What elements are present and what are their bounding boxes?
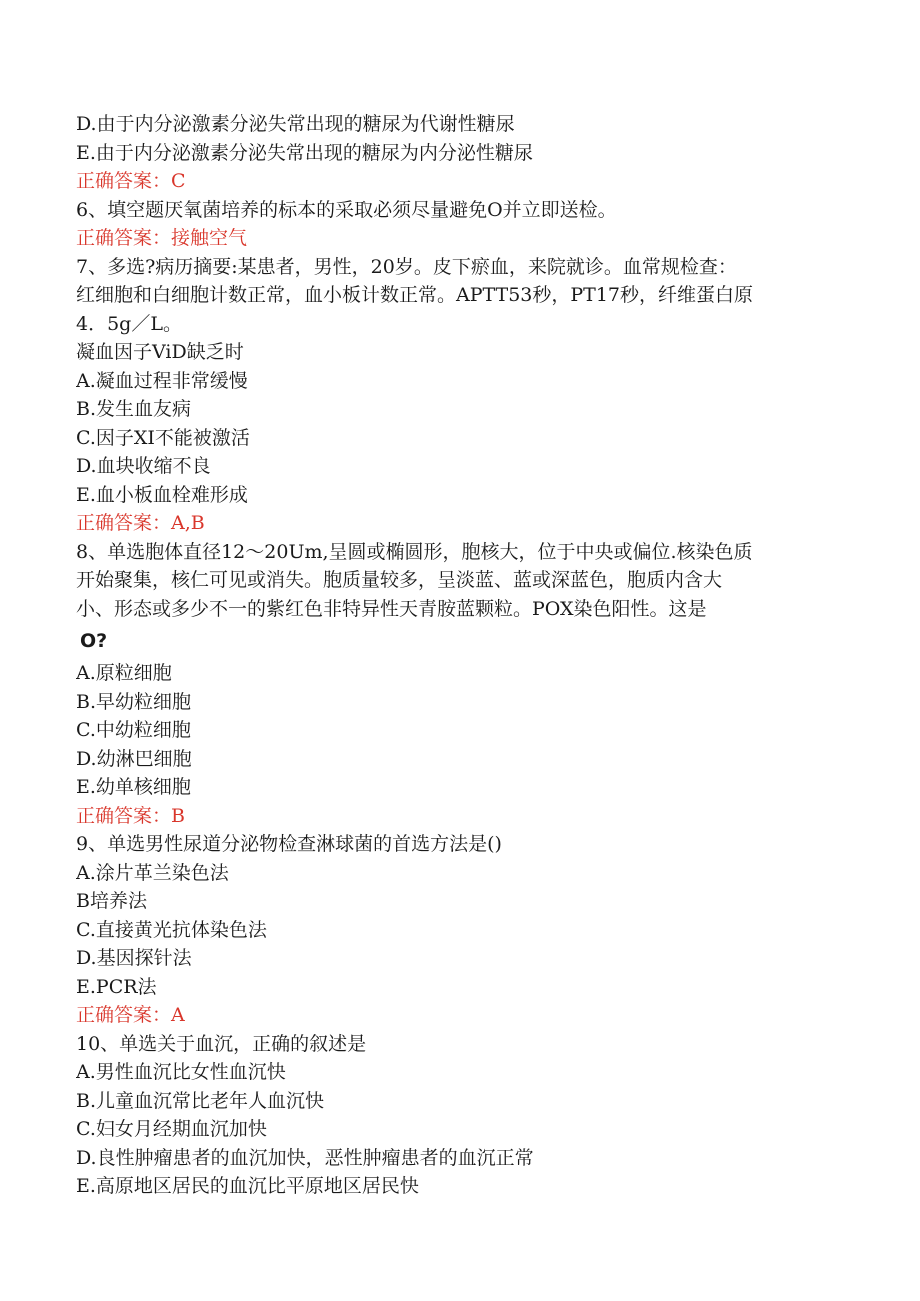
option-line: E.幼单核细胞 xyxy=(76,776,191,798)
document-page xyxy=(76,110,846,1201)
option-line: A.原粒细胞 xyxy=(76,662,172,684)
option-line: B.早幼粒细胞 xyxy=(76,690,192,713)
question-line: 10、单选关于血沉，正确的叙述是 xyxy=(76,1032,367,1055)
option-line: E.PCR法 xyxy=(76,975,157,998)
question-line: 6、填空题厌氧菌培养的标本的采取必须尽量避免O并立即送检。 xyxy=(76,198,617,221)
option-line: B培养法 xyxy=(76,890,147,912)
question-line: 凝血因子ViD缺乏时 xyxy=(76,341,244,363)
option-line: D.血块收缩不良 xyxy=(76,455,211,477)
option-line: C.因子XI不能被激活 xyxy=(76,426,250,449)
option-line: C.妇女月经期血沉加快 xyxy=(76,1118,267,1140)
question-line: 小、形态或多少不一的紫红色非特异性天青胺蓝颗粒。POX染色阳性。这是 xyxy=(76,597,707,620)
question-line: 7、多选?病历摘要:某患者，男性，20岁。皮下瘀血，来院就诊。血常规检查： xyxy=(76,255,737,278)
option-line: A.男性血沉比女性血沉快 xyxy=(76,1061,286,1083)
option-line: E.高原地区居民的血沉比平原地区居民快 xyxy=(76,1175,419,1197)
option-line: B.发生血友病 xyxy=(76,398,192,420)
answer-line: 正确答案：接触空气 xyxy=(76,227,248,249)
option-line: E.血小板血栓难形成 xyxy=(76,483,248,506)
answer-line: 正确答案：C xyxy=(76,170,186,192)
option-line: A.凝血过程非常缓慢 xyxy=(76,369,248,392)
option-line: E.由于内分泌激素分泌失常出现的糖尿为内分泌性糖尿 xyxy=(76,141,533,164)
answer-line: 正确答案：A,B xyxy=(76,512,205,534)
option-line: B.儿童血沉常比老年人血沉快 xyxy=(76,1089,325,1112)
option-line: D.基因探针法 xyxy=(76,947,192,969)
answer-line: 正确答案：B xyxy=(76,804,185,827)
question-line: 9、单选男性尿道分泌物检查淋球菌的首选方法是() xyxy=(76,833,502,855)
option-line: C.中幼粒细胞 xyxy=(76,719,191,741)
option-line: A.涂片革兰染色法 xyxy=(76,861,229,884)
option-line: D.幼淋巴细胞 xyxy=(76,747,192,770)
option-line: D.良性肿瘤患者的血沉加快，恶性肿瘤患者的血沉正常 xyxy=(76,1146,534,1169)
question-line: 8、单选胞体直径12～20Um,呈圆或椭圆形，胞核大，位于中央或偏位.核染色质 xyxy=(76,540,753,563)
question-line: O? xyxy=(80,630,108,652)
option-line: D.由于内分泌激素分泌失常出现的糖尿为代谢性糖尿 xyxy=(76,113,515,135)
question-line: 开始聚集，核仁可见或消失。胞质量较多，呈淡蓝、蓝或深蓝色，胞质内含大 xyxy=(76,569,723,591)
answer-line: 正确答案：A xyxy=(76,1004,185,1026)
question-line: 红细胞和白细胞计数正常，血小板计数正常。APTT53秒，PT17秒，纤维蛋白原 xyxy=(76,284,754,306)
question-line: 4．5g／L。 xyxy=(76,312,182,335)
option-line: C.直接黄光抗体染色法 xyxy=(76,918,267,941)
